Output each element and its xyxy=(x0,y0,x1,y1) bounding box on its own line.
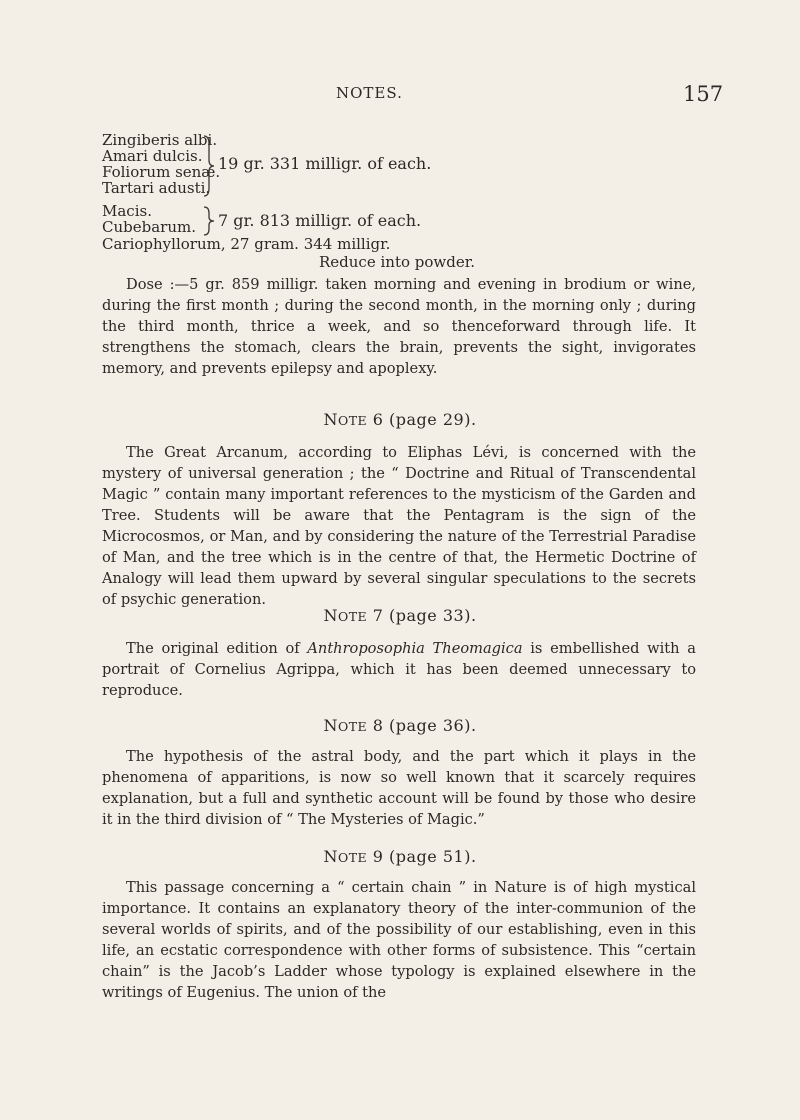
recipe-instruction: Reduce into powder. xyxy=(319,253,476,271)
note-9-heading-word: OTE xyxy=(337,850,368,865)
note-8-heading-ref: 8 (page 36). xyxy=(372,716,477,735)
note-7-heading-ref: 7 (page 33). xyxy=(372,606,477,625)
note-6-heading-initial: N xyxy=(323,410,338,429)
note-7-heading-initial: N xyxy=(323,606,338,625)
ingredient-foliorum: Foliorum senæ. xyxy=(102,163,221,181)
note-9-heading xyxy=(0,847,800,866)
note-8-paragraph: The hypothesis of the astral body, and the part which it plays in the phenomena of apparitions, is now so well known that it scarcely requires explanation, but a full and synthetic account will be found by those who desire it in the third division of “ The Mysteries of Magic.” xyxy=(102,748,696,828)
ingredient-macis: Macis. xyxy=(102,202,152,220)
note-7-heading xyxy=(0,606,800,625)
ingredient-tartari: Tartari adusti. xyxy=(102,179,211,197)
note-8-heading xyxy=(0,716,800,735)
brace-group-1 xyxy=(202,134,216,198)
note-7-paragraph xyxy=(102,638,696,701)
page-number: 157 xyxy=(683,82,724,106)
note-9-heading-initial: N xyxy=(323,847,338,866)
brace-group-2 xyxy=(202,205,216,237)
note-7-heading-word: OTE xyxy=(337,609,368,624)
note-8-heading-initial: N xyxy=(323,716,338,735)
quantity-group-2: 7 gr. 813 milligr. of each. xyxy=(218,211,422,230)
note-8-heading-word: OTE xyxy=(337,719,368,734)
note-9-paragraph: This passage concerning a “ certain chain ” in Nature is of high mystical importance. It contains an explanatory theory of the inter-communion of the several worlds of spirits, and of the possibility of our establishing, even in this life, an ecstatic correspondence with other forms of subsistence. This “certain chain” is the Jacob’s Ladder whose typology is explained elsewhere in the writings of Eugenius. The union of the xyxy=(102,879,696,1001)
ingredient-cubebarum: Cubebarum. xyxy=(102,218,196,236)
note-7-block xyxy=(102,638,696,701)
ingredient-amari: Amari dulcis. xyxy=(102,147,203,165)
note-9-heading-ref: 9 (page 51). xyxy=(372,847,477,866)
ingredient-cariophyllorum: Cariophyllorum, 27 gram. 344 milligr. xyxy=(102,235,391,253)
note-6-heading-ref: 6 (page 29). xyxy=(372,410,477,429)
note-8-block xyxy=(102,746,696,830)
note-7-text-after: is embellished with a portrait of Cornelius Agrippa, which it has been deemed unnecessary to reproduce. xyxy=(102,640,696,699)
running-title: NOTES. xyxy=(336,84,403,102)
dose-paragraph: Dose :—5 gr. 859 milligr. taken morning and evening in brodium or wine, during the first month ; during the second month, in the morning only ; during the third month, thrice a week, and so thenceforward through life. It strengthens the stomach, clears the brain, prevents the sight, invigorates memory, and prevents epilepsy and apoplexy. xyxy=(102,276,696,377)
quantity-group-1: 19 gr. 331 milligr. of each. xyxy=(218,154,432,173)
note-9-block xyxy=(102,877,696,1003)
ingredient-zingiberis: Zingiberis albi. xyxy=(102,131,218,149)
note-6-block xyxy=(102,442,696,610)
note-6-heading xyxy=(0,410,800,429)
note-7-text-before: The original edition of xyxy=(126,640,308,657)
note-7-book-title: Anthroposophia Theomagica xyxy=(307,640,523,657)
dose-paragraph-block xyxy=(102,274,696,379)
running-head xyxy=(0,82,800,112)
note-6-paragraph: The Great Arcanum, according to Eliphas Lévi, is concerned with the mystery of universal generation ; the “ Doctrine and Ritual of Transcendental Magic ” contain many important references to the mysticism of the Garden and Tree. Students will be aware that the Pentagram is the sign of the Microcosmos, or Man, and by considering the nature of the Terrestrial Paradise of Man, and the tree which is in the centre of that, the Hermetic Doctrine of Analogy will lead them upward by several singular speculations to the secrets of psychic generation. xyxy=(102,444,696,608)
note-6-heading-word: OTE xyxy=(337,413,368,428)
